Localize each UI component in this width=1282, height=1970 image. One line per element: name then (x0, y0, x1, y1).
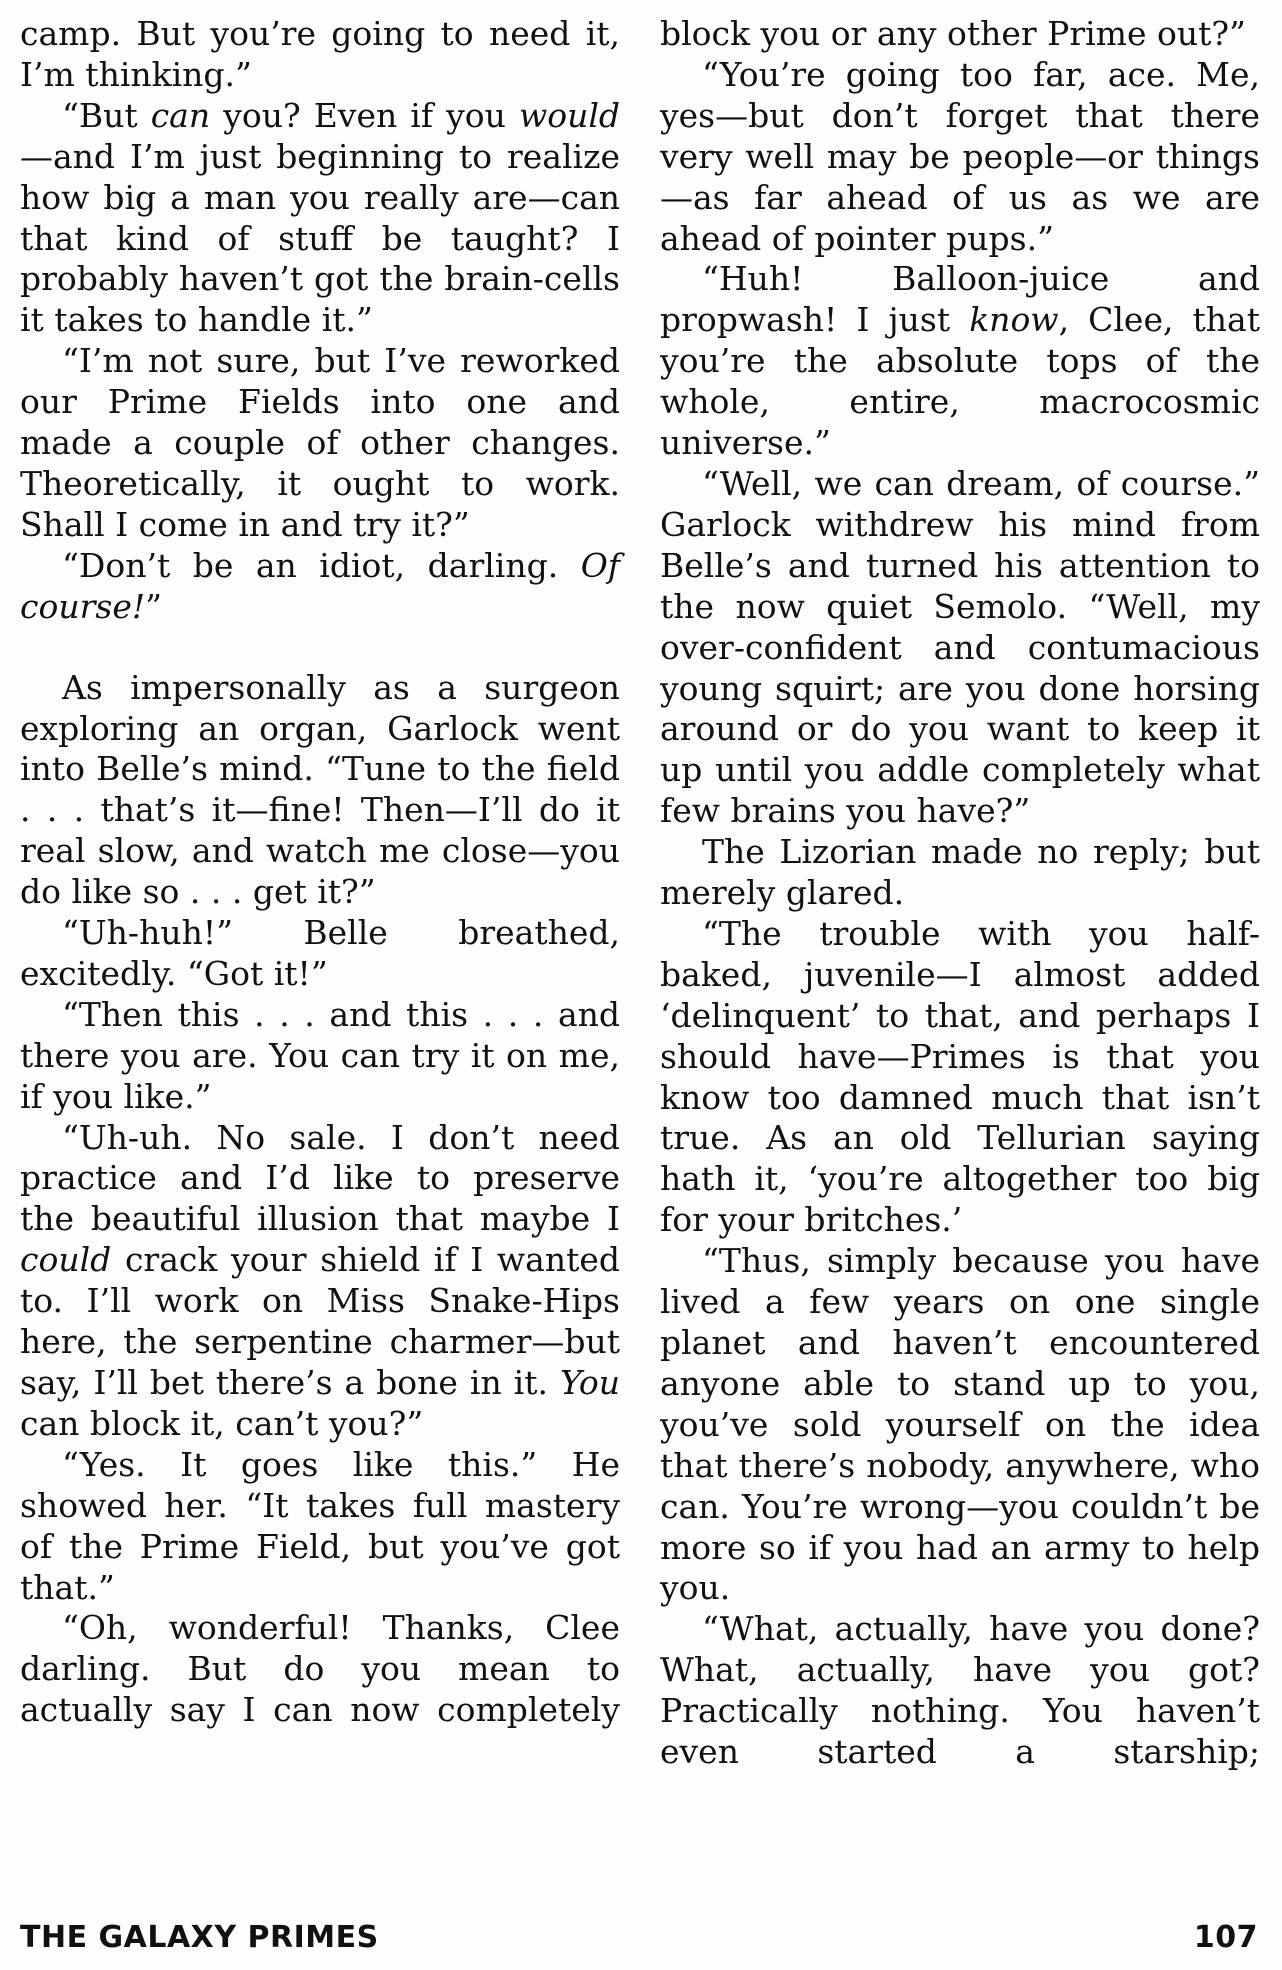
paragraph (660, 14, 1260, 55)
text-run: As impersonally as a surgeon exploring an organ, Garlock went into Belle’s mind. “Tune to the field . . . that’s it—fine! Then—I’ll do it real slow, and watch me close—you do like so . . . get it?” (20, 667, 620, 912)
paragraph (20, 96, 620, 341)
italic-text: could (20, 1240, 112, 1280)
text-run: The Lizorian made no reply; but merely glared. (660, 832, 1260, 913)
text-run: “Huh! Balloon-juice and propwash! I just (660, 259, 1260, 340)
italic-text: You (559, 1363, 620, 1402)
text-run: block you or any other Prime out?” (660, 14, 1246, 53)
paragraph (660, 464, 1260, 832)
paragraph (660, 1609, 1260, 1773)
left-text-column (20, 14, 620, 1731)
text-run: “Uh-huh!” Belle breathed, excitedly. “Got it!” (20, 913, 620, 993)
italic-text: know (969, 300, 1059, 340)
paragraph (20, 546, 620, 628)
paragraph (20, 913, 620, 995)
text-run: “But (62, 95, 151, 135)
text-run: you? Even if you (210, 95, 519, 135)
text-run: —and I’m just beginning to realize how big a man you really are—can that kind of stuff be taught? I probably haven’t got the brain-cells it takes to handle it.” (20, 136, 620, 340)
italic-text: would (518, 95, 620, 135)
page-number: 107 (1193, 1920, 1258, 1955)
paragraph (20, 1445, 620, 1609)
paragraph (660, 259, 1260, 464)
paragraph (660, 1241, 1260, 1609)
text-run: can block it, can’t you?” (20, 1403, 424, 1443)
paragraph (660, 832, 1260, 914)
running-title: THE GALAXY PRIMES (20, 1920, 379, 1955)
text-run: “Well, we can dream, of course.” Garlock withdrew his mind from Belle’s and turned his attention to the now quiet Semolo. “Well, my over-confident and contumacious young squirt; are you done horsing around or do you want to keep it up until you addle completely what few brains you have?” (660, 463, 1260, 831)
text-run: “Uh-uh. No sale. I don’t need practice and I’d like to preserve the beautiful illusion that maybe I (20, 1117, 620, 1239)
text-run: “You’re going too far, ace. Me, yes—but don’t forget that there very well may be people—or things—as far ahead of us as we are ahead of pointer pups.” (660, 54, 1260, 258)
text-run: “Then this . . . and this . . . and there you are. You can try it on me, if you like.” (20, 994, 620, 1116)
text-run: crack your shield if I wanted to. I’ll work on Miss Snake-Hips here, the serpentine charmer—but say, I’ll bet there’s a bone in it. (20, 1240, 620, 1402)
paragraph (660, 914, 1260, 1241)
text-run: ” (145, 586, 162, 626)
paragraph (20, 341, 620, 546)
text-run: “Don’t be an idiot, darling. (62, 545, 581, 585)
text-run: , Clee, that you’re the absolute tops of the whole, entire, macrocosmic universe.” (660, 300, 1260, 463)
paragraph (20, 995, 620, 1118)
text-run: “Oh, wonderful! Thanks, Clee darling. But do you mean to actually say I can now completely (20, 1608, 620, 1730)
text-run: “What, actually, have you done? What, actually, have you got? Practically nothing. You haven’t even started a starship; (660, 1609, 1260, 1772)
paragraph (20, 1118, 620, 1445)
right-text-column (660, 14, 1260, 1773)
paragraph (20, 1608, 620, 1731)
paragraph (660, 55, 1260, 260)
text-run: camp. But you’re going to need it, I’m thinking.” (20, 14, 620, 94)
page-footer (20, 1920, 1258, 1964)
text-run: “I’m not sure, but I’ve reworked our Prime Fields into one and made a couple of other changes. Theoretically, it ought to work. Shall I come in and try it?” (20, 341, 620, 544)
paragraph (20, 14, 620, 96)
text-run: “Thus, simply because you have lived a few years on one single planet and haven’t encountered anyone able to stand up to you, you’ve sold yourself on the idea that there’s nobody, anywhere, who can. You’re wrong—you couldn’t be more so if you had an army to help you. (660, 1241, 1260, 1608)
paragraph (20, 668, 620, 913)
text-run: “Yes. It goes like this.” He showed her. “It takes full mastery of the Prime Field, but you’ve got that.” (20, 1444, 620, 1607)
italic-text: can (150, 95, 211, 135)
italic-text: Of course! (20, 545, 620, 626)
text-run: “The trouble with you half-baked, juvenile—I almost added ‘delinquent’ to that, and perhaps I should have—Primes is that you know too damned much that isn’t true. As an old Tellurian saying hath it, ‘you’re altogether too big for your britches.’ (660, 913, 1260, 1240)
